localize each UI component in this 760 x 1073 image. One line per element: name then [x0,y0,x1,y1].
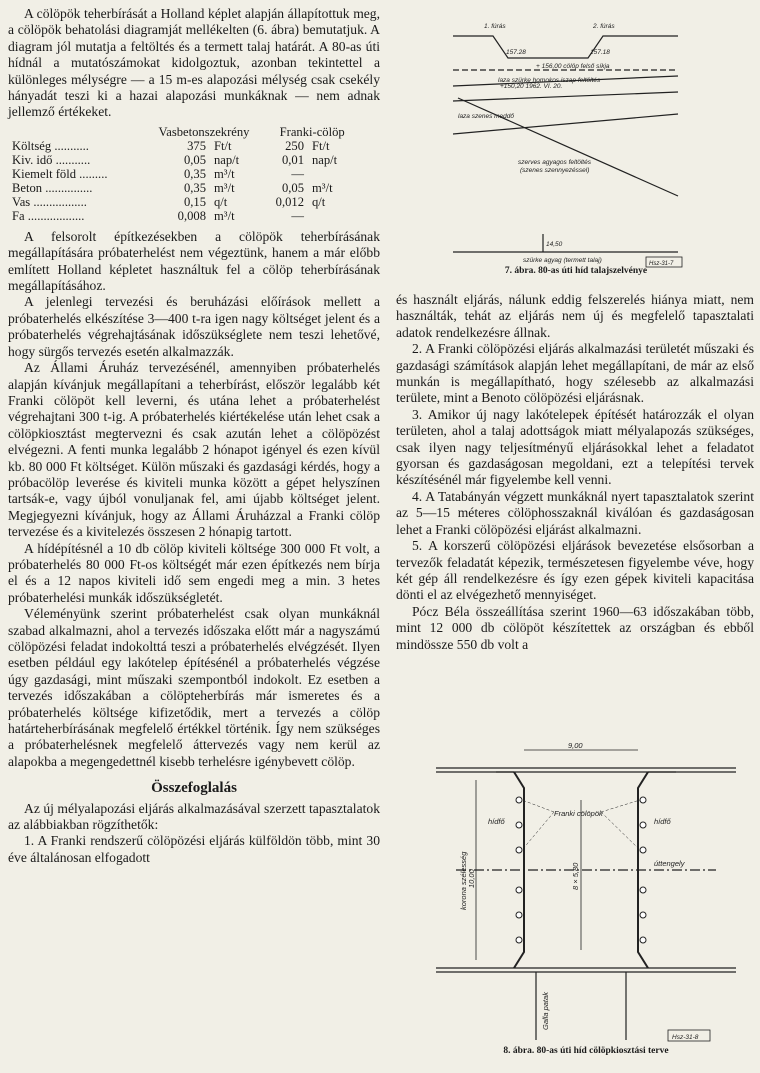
paragraph: 2. A Franki cölöpözési eljárás alkalmazási területét műszaki és gazdasági számítások alapján lehet megállapítani, de már az első munkán is megállapítható, hogy szélesebb az alkalmazási területe, mint a Benoto cölöpözési eljárásnak. [396,341,754,406]
paragraph: Az Állami Áruház tervezésénél, amennyiben próbaterhelés alapján kívánjuk megállapítani a teherbírást, először legalább két Franki cölöpöt kell leverni, és utána lehet a próbaterhelést végrehajtani 300 t-ig. A próbaterhelés kiértékelése után lehet csak a cölöpkiosztást megtervezni és csak azután lehet a cölöpözést elvégezni. A fenti munka legalább 2 hónapot igényel és ezen kívül kb. 80 000 Ft költséget. Külön műszaki és gazdasági kérdés, hogy a próbacölöp leverése és kiviteli munka között a gépet helyszínen tartsák-e, vagy újból vonuljanak fel, ami újabb költséget jelent. Megjegyezni kívánjuk, hogy az Állami Áruházzal a Franki cölöp tervezése és a kivitelezés összesen 2 hónapig tartott. [8,360,380,540]
cost-cell-v2: 250 [285,138,304,153]
right-column [396,292,754,653]
left-column [8,6,380,866]
cost-cell-u2: m³/t [312,180,333,195]
cost-row [12,153,380,167]
cost-cell-label: Beton ............... [12,180,93,195]
paragraph: A felsorolt építkezésekben a cölöpök teherbírásának megállapítására próbaterhelést nem végeztünk, hanem a már előbb említett Holland képletet használtuk fel a cölöp teherbírásának megállapításához. [8,228,380,294]
cost-cell-label: Fa .................. [12,208,85,223]
fill-layer-label: laza szürke homokos iszap feltöltés [498,77,601,84]
cost-row [12,167,380,181]
cost-cell-v2: — [291,208,304,223]
cost-cell-label: Kiemelt föld ......... [12,166,108,181]
ground-profile [453,36,678,58]
abutment-right-label: hídfő [654,817,671,826]
cost-cell-v1: 0,35 [183,166,206,181]
cost-cell-label: Kiv. idő ........... [12,152,91,167]
depth-label: 14,50 [546,241,563,248]
cost-row [12,209,380,223]
span-label: 8 × 5,80 [571,862,580,890]
paragraph: Az új mélyalapozási eljárás alkalmazásával szerzett tapasztalatok az alábbiakban rögzíthetők: [8,800,380,833]
cost-row [12,181,380,195]
width-label: 9,00 [568,741,583,750]
cost-cell-v1: 0,008 [177,208,206,223]
cost-cell-u1: m³/t [214,166,235,181]
cost-cell-u1: m³/t [214,208,235,223]
cost-cell-v2: 0,05 [281,180,304,195]
cost-cell-label: Vas ................. [12,194,87,209]
cost-row [12,139,380,153]
paragraph: Pócz Béla összeállítása szerint 1960—63 időszakában több, mint 12 000 db cölöpöt készítettek az országban és ebből mindössze 550 db volt a [396,603,754,652]
drawing-ref: Hsz-31-7 [649,261,674,267]
cost-cell-u1: Ft/t [214,138,232,153]
cost-cell-label: Költség ........... [12,138,89,153]
cost-cell-u2 [304,167,362,181]
abutment-left-label: hídfő [488,817,505,826]
figure-8-caption: 8. ábra. 80-as úti híd cölöpkiosztási terve [503,1046,669,1056]
boring-2-label: 2. fúrás [593,23,615,30]
water-level-label: +150,20 1962. VI. 20. [500,83,563,90]
cost-table-header [12,125,380,139]
cost-cell-u2: Ft/t [312,138,330,153]
crown-width-value: 10,00 [467,869,476,888]
cost-table [12,125,380,223]
col-header: Franki-cölöp [279,124,345,139]
cost-cell-u2: q/t [312,194,326,209]
figure-7-soil-profile [448,6,688,268]
drawing-ref: Hsz-31-8 [672,1034,699,1041]
elev-1-label: 157.28 [506,49,526,56]
cost-cell-u1: nap/t [214,152,240,167]
cost-cell-v1: 0,15 [183,194,206,209]
col-header: Vasbetonszekrény [158,124,250,139]
pile-top-label: + 156,00 cölöp felső síkja [536,63,610,70]
elev-2-label: 157.18 [590,49,610,56]
cost-cell-v1: 375 [187,138,206,153]
coal-waste-label: laza szenes meddő [458,113,515,120]
cost-cell-v2: — [291,166,304,181]
cost-cell-u2: nap/t [312,152,338,167]
paragraph: A hídépítésnél a 10 db cölöp kiviteli költsége 300 000 Ft volt, a próbaterhelés 80 000 Ft-os költségét már ezen építkezés nem bírja el és a 12 napos kiviteli idő sem engedi meg a min. 3 hetes próbaterhelési munkák időszükségletét. [8,540,380,605]
cost-rows [12,139,380,223]
paragraph: 4. A Tatabányán végzett munkáknál nyert tapasztalatok szerint az 5—15 méteres cölöphosszaknál kiválóan és gazdaságosan lehet a Franki cölöpözési eljárást alkalmazni. [396,488,754,537]
cost-row [12,195,380,209]
cost-cell-u2 [304,209,362,223]
cost-cell-u1: m³/t [214,180,235,195]
organic-fill-note: (szenes szennyezéssel) [520,167,590,174]
cost-cell-v2: 0,012 [275,194,304,209]
section-heading: Összefoglalás [151,780,237,797]
figure-8-pile-layout [436,740,736,1044]
paragraph: A cölöpök teherbírását a Holland képlet alapján állapítottuk meg, a cölöpök behatolási diagramját mellékelten (6. ábra) bemutatjuk. A diagram jól mutatja a feltöltés és a termett talaj határát. A 80-as úti hídnál a mutatószámokat kidolgoztuk, azonban tekintettel a különleges mélységre — a 15 m-es alapozási mélység csak csekély hányadát teszi ki a hazai alapozási munkáknak — nem adnak jellemző értékeket. [8,6,380,120]
clay-layer-label: szürke agyag (termett talaj) [523,257,602,264]
paragraph: 3. Amikor új nagy lakótelepek építését határozzák el olyan területen, ahol a talaj adottságok miatt mélyalapozás szükséges, csak ilyen nagy teljesítményű eljárásokkal lehet a feladatot gyorsan és gazdaságosan megoldani, ezt a telepítési tervek készítésénél már figyelembe kell venni. [396,406,754,488]
cost-cell-v1: 0,05 [183,152,206,167]
paragraph: A jelenlegi tervezési és beruházási előírások mellett a próbaterhelés elkészítése 3—400 t-ra igen nagy költséget jelent és a próbaterhelés végrehajtásának időszükséglete nem teszi lehetővé, hogy sürgős tervezés esetén alkalmazzák. [8,294,380,359]
paragraph: Véleményünk szerint próbaterhelést csak olyan munkáknál szabad alkalmazni, ahol a tervezés időszaka előtt már a nagyszámú cölöpözési feladat indokolttá teszi a próbaterhelés elvégzését. Ilyen esetben például egy lakótelep építésénél a próbaterhelés végzése úgy gazdasági, mint műszaki szempontból indokolt. Ez esetben a tervezés időszakában a cölöpteherbírás már ismeretes és a próbaterhelés költsége kifizetődik, mert a tervezés a cölöp határteherbírásának megfelelő értékkel történik. Így nem szükséges a próbaterhelésnek megfelelő áttervezés vagy nem kerül az alapokba a megengedettnél kisebb terhelésre igénybevett cölöp. [8,606,380,769]
paragraph: 1. A Franki rendszerű cölöpözési eljárás külföldön több, mint 30 éve általánosan elfogadott [8,833,380,865]
boring-1-label: 1. fúrás [484,23,506,30]
cost-cell-v2: 0,01 [281,152,304,167]
cost-cell-v1: 0,35 [183,180,206,195]
paragraph: 5. A korszerű cölöpözési eljárások bevezetése elsősorban a tervezők feladatát képezik, természetesen figyelembe véve, hogy két gép áll rendelkezésre és így ezen gépek kiviteli kapacitása dönti el az elvégezhető mennyiséget. [396,538,754,603]
paragraph: és használt eljárás, nálunk eddig felszerelés hiánya miatt, nem használták, tehát az eljárás nem új és megfelelő tapasztalati adatok rendelkezésre állnak. [396,292,754,340]
axis-label: úttengely [654,859,685,868]
organic-fill-label: szerves agyagos feltöltés [518,159,591,166]
figure-7-caption: 7. ábra. 80-as úti híd talajszelvénye [504,266,648,276]
cost-cell-u1: q/t [214,194,228,209]
crown-width-label: korona szélesség [459,851,468,910]
stream-label: Galla patak [541,992,550,1030]
franki-piles-label: Franki cölöpök [554,809,603,818]
